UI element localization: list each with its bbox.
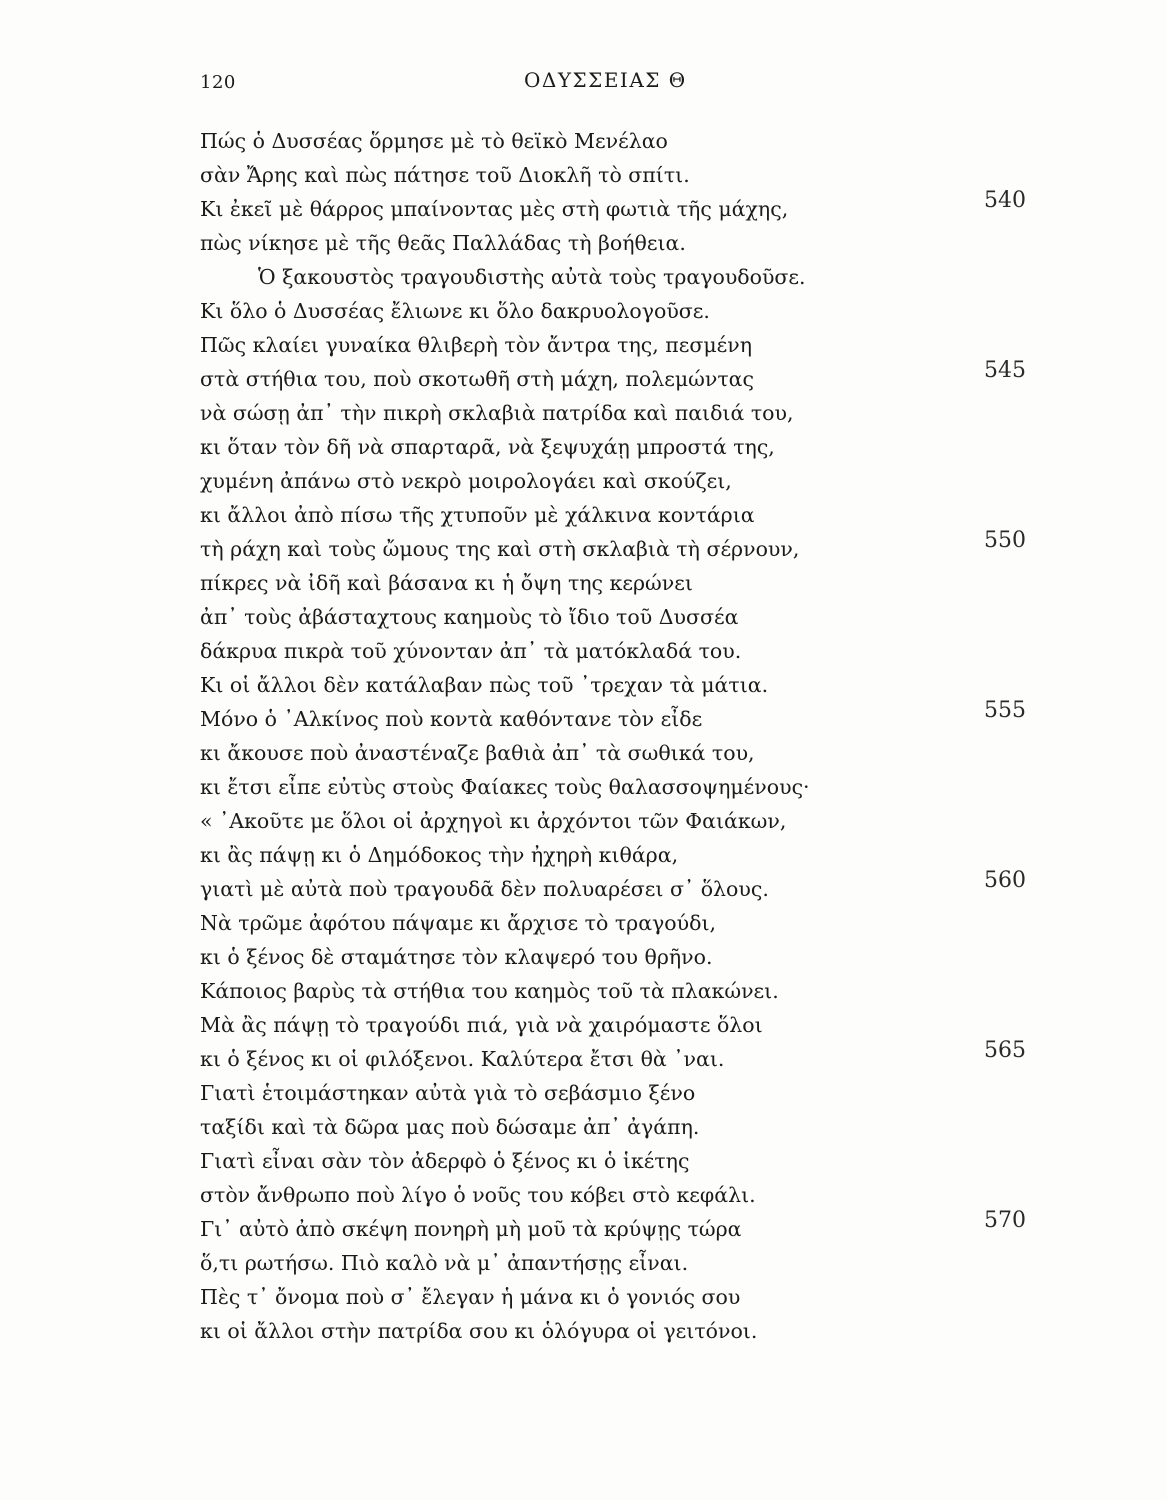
verse-text: γιατὶ μὲ αὐτὰ ποὺ τραγουδᾶ δὲν πολυαρέσει σ᾽ ὅλους. xyxy=(200,877,769,901)
verse-line xyxy=(200,1008,1040,1042)
verse-text: Πῶς κλαίει γυναίκα θλιβερὴ τὸν ἄντρα της, πεσμένη xyxy=(200,333,753,357)
line-number: 545 xyxy=(984,358,1026,383)
verse-text: Κι ὅλο ὁ Δυσσέας ἔλιωνε κι ὅλο δακρυολογοῦσε. xyxy=(200,299,710,323)
verse-line xyxy=(200,868,1040,906)
verse-line xyxy=(200,328,1040,362)
verse-line xyxy=(200,1314,1040,1348)
verse-line xyxy=(200,1208,1040,1246)
verse-text: στὰ στήθια του, ποὺ σκοτωθῆ στὴ μάχη, πολεμώντας xyxy=(200,367,755,391)
verse-text: Μόνο ὁ ᾽Αλκίνος ποὺ κοντὰ καθόντανε τὸν εἶδε xyxy=(200,707,703,731)
verse-text: Πὲς τ᾽ ὄνομα ποὺ σ᾽ ἔλεγαν ἡ μάνα κι ὁ γονιός σου xyxy=(200,1285,741,1309)
verse-text: Μὰ ἂς πάψῃ τὸ τραγούδι πιά, γιὰ νὰ χαιρόμαστε ὅλοι xyxy=(200,1013,763,1037)
verse-line xyxy=(200,770,1040,804)
verse-line xyxy=(200,838,1040,872)
verse-line xyxy=(200,1076,1040,1110)
verse-line xyxy=(200,668,1040,702)
verse-text: σὰν Ἄρης καὶ πὼς πάτησε τοῦ Διοκλῆ τὸ σπίτι. xyxy=(200,163,690,187)
verse-line xyxy=(200,430,1040,464)
verse-line xyxy=(200,528,1040,566)
verse-line xyxy=(200,698,1040,736)
verse-line xyxy=(200,634,1040,668)
verse-line xyxy=(200,1110,1040,1144)
verse-line xyxy=(200,566,1040,600)
verse-line xyxy=(200,1038,1040,1076)
verse-text: κι ἔτσι εἶπε εὐτὺς στοὺς Φαίακες τοὺς θαλασσοψημένους· xyxy=(200,775,810,799)
running-head xyxy=(0,62,1167,102)
verse-text: Γιατὶ ἑτοιμάστηκαν αὐτὰ γιὰ τὸ σεβάσμιο ξένο xyxy=(200,1081,696,1105)
verse-line xyxy=(200,260,1040,294)
verse-text: χυμένη ἀπάνω στὸ νεκρὸ μοιρολογάει καὶ σκούζει, xyxy=(200,469,732,493)
verse-line xyxy=(200,736,1040,770)
verse-line xyxy=(200,1178,1040,1212)
verse-line xyxy=(200,358,1040,396)
verse-text: κι ὅταν τὸν δῆ νὰ σπαρταρᾶ, νὰ ξεψυχάῃ μπροστά της, xyxy=(200,435,775,459)
line-number: 555 xyxy=(984,698,1026,723)
verse-text: ταξίδι καὶ τὰ δῶρα μας ποὺ δώσαμε ἀπ᾽ ἀγάπη. xyxy=(200,1115,700,1139)
verse-text: κι ἄλλοι ἀπὸ πίσω τῆς χτυποῦν μὲ χάλκινα κοντάρια xyxy=(200,503,755,527)
verse-text: Νὰ τρῶμε ἀφότου πάψαμε κι ἄρχισε τὸ τραγούδι, xyxy=(200,911,717,935)
verse-line xyxy=(200,294,1040,328)
line-number: 565 xyxy=(984,1038,1026,1063)
verse-text: Κι ἐκεῖ μὲ θάρρος μπαίνοντας μὲς στὴ φωτιὰ τῆς μάχης, xyxy=(200,197,789,221)
verse-line xyxy=(200,974,1040,1008)
verse-text: κι ἂς πάψῃ κι ὁ Δημόδοκος τὴν ἠχηρὴ κιθάρα, xyxy=(200,843,679,867)
verse-text: κι ὁ ξένος δὲ σταμάτησε τὸν κλαψερό του θρῆνο. xyxy=(200,945,713,969)
verse-text: τὴ ράχη καὶ τοὺς ὤμους της καὶ στὴ σκλαβιὰ τὴ σέρνουν, xyxy=(200,537,800,561)
poem-text-block xyxy=(200,124,1040,1348)
verse-text: στὸν ἄνθρωπο ποὺ λίγο ὁ νοῦς του κόβει στὸ κεφάλι. xyxy=(200,1183,756,1207)
verse-line xyxy=(200,158,1040,192)
line-number: 570 xyxy=(984,1208,1026,1233)
verse-text: πὼς νίκησε μὲ τῆς θεᾶς Παλλάδας τὴ βοήθεια. xyxy=(200,231,686,255)
verse-text: ἀπ᾽ τοὺς ἀβάσταχτους καημοὺς τὸ ἴδιο τοῦ Δυσσέα xyxy=(200,605,739,629)
verse-text: πίκρες νὰ ἰδῆ καὶ βάσανα κι ἡ ὄψη της κερώνει xyxy=(200,571,693,595)
verse-text: Πώς ὁ Δυσσέας ὅρμησε μὲ τὸ θεϊκὸ Μενέλαο xyxy=(200,129,668,153)
verse-text: δάκρυα πικρὰ τοῦ χύνονταν ἀπ᾽ τὰ ματόκλαδά του. xyxy=(200,639,742,663)
line-number: 560 xyxy=(984,868,1026,893)
verse-line xyxy=(200,226,1040,260)
line-number: 550 xyxy=(984,528,1026,553)
verse-text: « ᾽Ακοῦτε με ὅλοι οἱ ἀρχηγοὶ κι ἀρχόντοι τῶν Φαιάκων, xyxy=(200,809,787,833)
verse-line xyxy=(200,804,1040,838)
verse-text: κι οἱ ἄλλοι στὴν πατρίδα σου κι ὁλόγυρα οἱ γειτόνοι. xyxy=(200,1319,758,1343)
line-number: 540 xyxy=(984,188,1026,213)
page-number: 120 xyxy=(200,72,236,93)
verse-line xyxy=(200,1280,1040,1314)
verse-line xyxy=(200,124,1040,158)
verse-line xyxy=(200,940,1040,974)
verse-line xyxy=(200,600,1040,634)
verse-line xyxy=(200,1246,1040,1280)
verse-line xyxy=(200,464,1040,498)
verse-line xyxy=(200,906,1040,940)
verse-line xyxy=(200,1144,1040,1178)
verse-line xyxy=(200,396,1040,430)
verse-line xyxy=(200,188,1040,226)
verse-text: Γιατὶ εἶναι σὰν τὸν ἀδερφὸ ὁ ξένος κι ὁ ἱκέτης xyxy=(200,1149,690,1173)
verse-text: κι ἄκουσε ποὺ ἀναστέναζε βαθιὰ ἀπ᾽ τὰ σωθικά του, xyxy=(200,741,755,765)
verse-text: κι ὁ ξένος κι οἱ φιλόξενοι. Καλύτερα ἔτσι θὰ ᾽ναι. xyxy=(200,1047,725,1071)
verse-text: Κάποιος βαρὺς τὰ στήθια του καημὸς τοῦ τὰ πλακώνει. xyxy=(200,979,779,1003)
verse-text: Κι οἱ ἄλλοι δὲν κατάλαβαν πὼς τοῦ ᾽τρεχαν τὰ μάτια. xyxy=(200,673,769,697)
verse-line xyxy=(200,498,1040,532)
verse-text: Ὁ ξακουστὸς τραγουδιστὴς αὐτὰ τοὺς τραγουδοῦσε. xyxy=(258,265,806,289)
verse-text: νὰ σώσῃ ἀπ᾽ τὴν πικρὴ σκλαβιὰ πατρίδα καὶ παιδιά του, xyxy=(200,401,794,425)
verse-text: ὅ,τι ρωτήσω. Πιὸ καλὸ νὰ μ᾽ ἀπαντήσῃς εἶναι. xyxy=(200,1251,689,1275)
verse-text: Γι᾽ αὐτὸ ἀπὸ σκέψη πονηρὴ μὴ μοῦ τὰ κρύψῃς τώρα xyxy=(200,1217,742,1241)
book-title: ΟΔΥΣΣΕΙΑΣ Θ xyxy=(524,68,687,92)
